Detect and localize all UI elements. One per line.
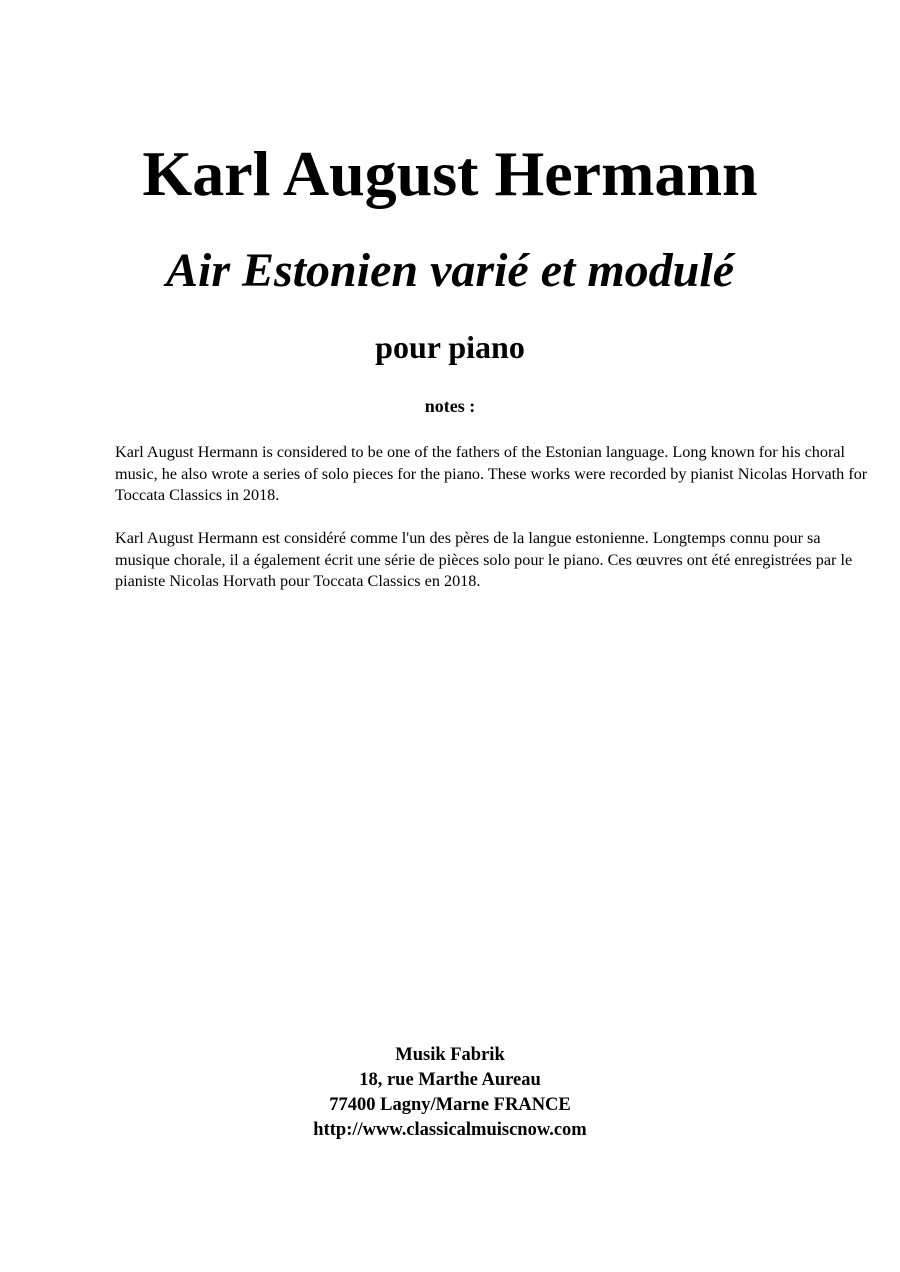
notes-paragraph-french: Karl August Hermann est considéré comme l'un des pères de la langue estonienne. Longtemps connu pour sa musique chorale, il a également écrit une série de pièces solo pour le piano. Ces œuvres ont été enregistrées par le pianiste Nicolas Horvath pour Toccata Classics en 2018. [115,529,853,590]
notes-body [115,442,875,614]
publisher-city: 77400 Lagny/Marne FRANCE [329,1095,571,1115]
publisher-street: 18, rue Marthe Aureau [359,1070,541,1090]
publisher-url: http://www.classicalmuiscnow.com [313,1120,587,1140]
instrumentation: pour piano [375,329,525,365]
work-title: Air Estonien varié et modulé [165,244,735,297]
publisher-name: Musik Fabrik [395,1045,505,1065]
composer-name: Karl August Hermann [142,138,758,209]
notes-paragraph-english: Karl August Hermann is considered to be one of the fathers of the Estonian language. Long known for his choral music, he also wrote a series of solo pieces for the piano. These works were recorded by pianist Nicolas Horvath for Toccata Classics in 2018. [115,443,868,504]
notes-heading: notes : [424,396,476,416]
publisher-address-block [0,1043,900,1143]
